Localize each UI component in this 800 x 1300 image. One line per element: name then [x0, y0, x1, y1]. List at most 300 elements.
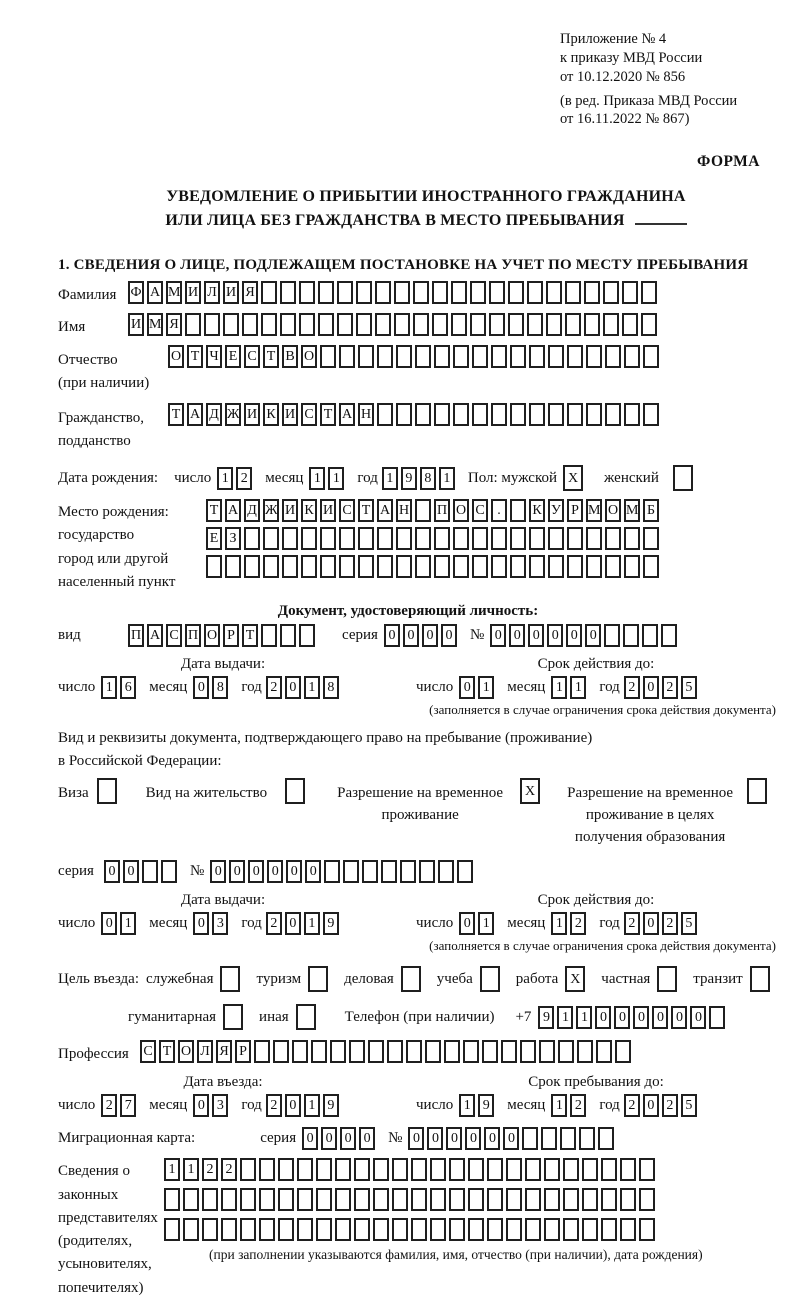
form-cell[interactable]: М — [147, 313, 163, 336]
form-cell[interactable]: 0 — [302, 1127, 318, 1150]
form-cell[interactable] — [624, 345, 640, 368]
form-cell[interactable] — [400, 860, 416, 883]
form-cell[interactable] — [449, 1158, 465, 1181]
form-cell[interactable] — [297, 1188, 313, 1211]
form-cell[interactable] — [280, 313, 296, 336]
form-cell[interactable]: У — [548, 499, 564, 522]
form-cell[interactable] — [615, 1040, 631, 1063]
form-cell[interactable]: Р — [223, 624, 239, 647]
form-cell[interactable] — [373, 1188, 389, 1211]
form-cell[interactable]: М — [166, 281, 182, 304]
form-cell[interactable]: 1 — [101, 676, 117, 699]
form-cell[interactable]: 0 — [459, 676, 475, 699]
form-cell[interactable] — [401, 966, 421, 992]
form-cell[interactable] — [489, 281, 505, 304]
form-cell[interactable] — [142, 860, 158, 883]
form-cell[interactable]: П — [185, 624, 201, 647]
form-cell[interactable] — [354, 1188, 370, 1211]
form-cell[interactable]: О — [453, 499, 469, 522]
form-cell[interactable] — [546, 281, 562, 304]
form-cell[interactable] — [354, 1218, 370, 1241]
form-cell[interactable]: К — [263, 403, 279, 426]
form-cell[interactable]: 0 — [547, 624, 563, 647]
form-cell[interactable]: И — [128, 313, 144, 336]
form-cell[interactable]: 1 — [478, 676, 494, 699]
form-cell[interactable] — [396, 345, 412, 368]
form-cell[interactable] — [411, 1158, 427, 1181]
form-cell[interactable]: 0 — [359, 1127, 375, 1150]
form-cell[interactable] — [324, 860, 340, 883]
form-cell[interactable] — [563, 1188, 579, 1211]
form-cell[interactable] — [520, 1040, 536, 1063]
form-cell[interactable] — [750, 966, 770, 992]
form-cell[interactable] — [565, 313, 581, 336]
form-cell[interactable]: Б — [643, 499, 659, 522]
form-cell[interactable] — [415, 555, 431, 578]
form-cell[interactable] — [261, 313, 277, 336]
form-cell[interactable]: 0 — [408, 1127, 424, 1150]
form-cell[interactable] — [394, 281, 410, 304]
form-cell[interactable] — [639, 1218, 655, 1241]
form-cell[interactable] — [240, 1188, 256, 1211]
form-cell[interactable]: 3 — [212, 1094, 228, 1117]
form-cell[interactable]: 0 — [465, 1127, 481, 1150]
form-cell[interactable] — [487, 1158, 503, 1181]
form-cell[interactable] — [415, 527, 431, 550]
form-cell[interactable]: 5 — [681, 1094, 697, 1117]
form-cell[interactable] — [639, 1188, 655, 1211]
form-cell[interactable]: 1 — [120, 912, 136, 935]
form-cell[interactable] — [339, 527, 355, 550]
form-cell[interactable] — [470, 281, 486, 304]
form-cell[interactable] — [624, 527, 640, 550]
form-cell[interactable]: З — [225, 527, 241, 550]
form-cell[interactable] — [373, 1218, 389, 1241]
form-cell[interactable]: 1 — [328, 467, 344, 490]
form-cell[interactable]: 2 — [570, 1094, 586, 1117]
form-cell[interactable]: X — [563, 465, 583, 491]
form-cell[interactable] — [639, 1158, 655, 1181]
form-cell[interactable] — [605, 403, 621, 426]
form-cell[interactable]: 2 — [202, 1158, 218, 1181]
form-cell[interactable] — [335, 1158, 351, 1181]
form-cell[interactable] — [358, 555, 374, 578]
form-cell[interactable]: X — [520, 778, 540, 804]
form-cell[interactable]: 1 — [309, 467, 325, 490]
form-cell[interactable]: 9 — [478, 1094, 494, 1117]
form-cell[interactable] — [299, 624, 315, 647]
form-cell[interactable] — [642, 624, 658, 647]
form-cell[interactable] — [468, 1218, 484, 1241]
form-cell[interactable] — [356, 313, 372, 336]
form-cell[interactable] — [565, 281, 581, 304]
form-cell[interactable] — [164, 1218, 180, 1241]
form-cell[interactable] — [392, 1158, 408, 1181]
form-cell[interactable]: Л — [204, 281, 220, 304]
form-cell[interactable] — [368, 1040, 384, 1063]
form-cell[interactable]: Т — [263, 345, 279, 368]
form-cell[interactable] — [259, 1188, 275, 1211]
form-cell[interactable] — [510, 527, 526, 550]
form-cell[interactable] — [411, 1218, 427, 1241]
form-cell[interactable] — [508, 281, 524, 304]
form-cell[interactable] — [297, 1218, 313, 1241]
form-cell[interactable] — [605, 555, 621, 578]
form-cell[interactable] — [567, 403, 583, 426]
form-cell[interactable] — [601, 1158, 617, 1181]
form-cell[interactable] — [434, 555, 450, 578]
form-cell[interactable]: Я — [242, 281, 258, 304]
form-cell[interactable] — [415, 345, 431, 368]
form-cell[interactable] — [472, 527, 488, 550]
form-cell[interactable] — [220, 966, 240, 992]
form-cell[interactable] — [605, 527, 621, 550]
form-cell[interactable] — [643, 403, 659, 426]
form-cell[interactable] — [622, 313, 638, 336]
form-cell[interactable] — [657, 966, 677, 992]
form-cell[interactable] — [548, 527, 564, 550]
form-cell[interactable] — [278, 1188, 294, 1211]
form-cell[interactable] — [487, 1188, 503, 1211]
form-cell[interactable] — [596, 1040, 612, 1063]
form-cell[interactable] — [358, 345, 374, 368]
form-cell[interactable]: А — [187, 403, 203, 426]
form-cell[interactable] — [223, 313, 239, 336]
form-cell[interactable] — [643, 555, 659, 578]
form-cell[interactable] — [601, 1218, 617, 1241]
form-cell[interactable] — [527, 313, 543, 336]
form-cell[interactable]: 1 — [576, 1006, 592, 1029]
form-cell[interactable]: 0 — [193, 912, 209, 935]
form-cell[interactable]: 0 — [123, 860, 139, 883]
form-cell[interactable]: Е — [225, 345, 241, 368]
form-cell[interactable] — [411, 1188, 427, 1211]
form-cell[interactable] — [463, 1040, 479, 1063]
form-cell[interactable] — [316, 1218, 332, 1241]
form-cell[interactable] — [337, 281, 353, 304]
form-cell[interactable]: 2 — [570, 912, 586, 935]
form-cell[interactable] — [641, 281, 657, 304]
form-cell[interactable]: 0 — [427, 1127, 443, 1150]
form-cell[interactable] — [244, 555, 260, 578]
form-cell[interactable] — [501, 1040, 517, 1063]
form-cell[interactable] — [221, 1218, 237, 1241]
form-cell[interactable] — [623, 624, 639, 647]
form-cell[interactable]: Т — [320, 403, 336, 426]
form-cell[interactable]: К — [301, 499, 317, 522]
form-cell[interactable]: 6 — [120, 676, 136, 699]
form-cell[interactable] — [510, 345, 526, 368]
form-cell[interactable]: О — [204, 624, 220, 647]
form-cell[interactable]: 1 — [217, 467, 233, 490]
form-cell[interactable]: 0 — [210, 860, 226, 883]
form-cell[interactable]: 1 — [382, 467, 398, 490]
form-cell[interactable] — [381, 860, 397, 883]
form-cell[interactable]: 0 — [503, 1127, 519, 1150]
form-cell[interactable] — [567, 555, 583, 578]
form-cell[interactable] — [522, 1127, 538, 1150]
form-cell[interactable] — [457, 860, 473, 883]
form-cell[interactable] — [377, 555, 393, 578]
form-cell[interactable]: 0 — [490, 624, 506, 647]
form-cell[interactable]: П — [434, 499, 450, 522]
form-cell[interactable] — [438, 860, 454, 883]
form-cell[interactable] — [240, 1158, 256, 1181]
form-cell[interactable]: 1 — [164, 1158, 180, 1181]
form-cell[interactable] — [354, 1158, 370, 1181]
form-cell[interactable]: И — [282, 403, 298, 426]
form-cell[interactable] — [337, 313, 353, 336]
form-cell[interactable] — [603, 313, 619, 336]
form-cell[interactable] — [320, 555, 336, 578]
form-cell[interactable]: Н — [396, 499, 412, 522]
form-cell[interactable]: 0 — [286, 860, 302, 883]
form-cell[interactable] — [202, 1188, 218, 1211]
form-cell[interactable]: Т — [242, 624, 258, 647]
form-cell[interactable] — [544, 1218, 560, 1241]
form-cell[interactable]: Р — [567, 499, 583, 522]
form-cell[interactable] — [299, 313, 315, 336]
form-cell[interactable]: Т — [187, 345, 203, 368]
form-cell[interactable] — [339, 345, 355, 368]
form-cell[interactable] — [624, 403, 640, 426]
form-cell[interactable]: 2 — [236, 467, 252, 490]
form-cell[interactable]: О — [605, 499, 621, 522]
form-cell[interactable] — [541, 1127, 557, 1150]
form-cell[interactable] — [419, 860, 435, 883]
form-cell[interactable] — [254, 1040, 270, 1063]
form-cell[interactable] — [242, 313, 258, 336]
form-cell[interactable]: Я — [216, 1040, 232, 1063]
form-cell[interactable]: 0 — [595, 1006, 611, 1029]
form-cell[interactable] — [586, 403, 602, 426]
form-cell[interactable] — [622, 281, 638, 304]
form-cell[interactable] — [453, 527, 469, 550]
form-cell[interactable] — [161, 860, 177, 883]
form-cell[interactable]: А — [147, 281, 163, 304]
form-cell[interactable] — [183, 1218, 199, 1241]
form-cell[interactable] — [259, 1218, 275, 1241]
form-cell[interactable] — [377, 403, 393, 426]
form-cell[interactable] — [598, 1127, 614, 1150]
form-cell[interactable] — [491, 555, 507, 578]
form-cell[interactable] — [318, 281, 334, 304]
form-cell[interactable]: 0 — [614, 1006, 630, 1029]
form-cell[interactable]: X — [565, 966, 585, 992]
form-cell[interactable] — [430, 1158, 446, 1181]
form-cell[interactable]: 2 — [266, 1094, 282, 1117]
form-cell[interactable] — [491, 403, 507, 426]
form-cell[interactable]: Т — [358, 499, 374, 522]
form-cell[interactable] — [335, 1218, 351, 1241]
form-cell[interactable] — [747, 778, 767, 804]
form-cell[interactable] — [396, 403, 412, 426]
form-cell[interactable]: С — [140, 1040, 156, 1063]
form-cell[interactable] — [548, 403, 564, 426]
form-cell[interactable] — [624, 555, 640, 578]
form-cell[interactable]: А — [377, 499, 393, 522]
form-cell[interactable] — [506, 1218, 522, 1241]
form-cell[interactable] — [206, 555, 222, 578]
form-cell[interactable] — [316, 1158, 332, 1181]
form-cell[interactable] — [453, 403, 469, 426]
form-cell[interactable]: 0 — [285, 1094, 301, 1117]
form-cell[interactable]: 0 — [285, 676, 301, 699]
form-cell[interactable]: Ж — [225, 403, 241, 426]
form-cell[interactable] — [221, 1188, 237, 1211]
form-cell[interactable]: 3 — [212, 912, 228, 935]
form-cell[interactable] — [432, 313, 448, 336]
form-cell[interactable] — [343, 860, 359, 883]
form-cell[interactable]: 0 — [384, 624, 400, 647]
form-cell[interactable]: 0 — [285, 912, 301, 935]
form-cell[interactable]: 0 — [484, 1127, 500, 1150]
form-cell[interactable] — [261, 624, 277, 647]
form-cell[interactable] — [489, 313, 505, 336]
form-cell[interactable] — [240, 1218, 256, 1241]
form-cell[interactable]: А — [339, 403, 355, 426]
form-cell[interactable]: 0 — [643, 676, 659, 699]
form-cell[interactable]: К — [529, 499, 545, 522]
form-cell[interactable]: 1 — [551, 676, 567, 699]
form-cell[interactable] — [394, 313, 410, 336]
form-cell[interactable] — [529, 527, 545, 550]
form-cell[interactable] — [225, 555, 241, 578]
form-cell[interactable] — [491, 527, 507, 550]
form-cell[interactable] — [278, 1158, 294, 1181]
form-cell[interactable] — [525, 1218, 541, 1241]
form-cell[interactable]: 0 — [267, 860, 283, 883]
form-cell[interactable]: 2 — [221, 1158, 237, 1181]
form-cell[interactable]: 0 — [422, 624, 438, 647]
form-cell[interactable]: 0 — [101, 912, 117, 935]
form-cell[interactable] — [301, 527, 317, 550]
form-cell[interactable] — [620, 1158, 636, 1181]
form-cell[interactable] — [468, 1158, 484, 1181]
form-cell[interactable]: С — [244, 345, 260, 368]
form-cell[interactable]: 0 — [340, 1127, 356, 1150]
form-cell[interactable]: Ф — [128, 281, 144, 304]
form-cell[interactable]: 0 — [652, 1006, 668, 1029]
form-cell[interactable]: Ж — [263, 499, 279, 522]
form-cell[interactable] — [449, 1218, 465, 1241]
form-cell[interactable] — [377, 527, 393, 550]
form-cell[interactable]: 1 — [459, 1094, 475, 1117]
form-cell[interactable]: 0 — [321, 1127, 337, 1150]
form-cell[interactable]: 1 — [551, 912, 567, 935]
form-cell[interactable]: Л — [197, 1040, 213, 1063]
form-cell[interactable]: 2 — [101, 1094, 117, 1117]
form-cell[interactable] — [432, 281, 448, 304]
form-cell[interactable] — [392, 1218, 408, 1241]
form-cell[interactable] — [318, 313, 334, 336]
form-cell[interactable]: 0 — [585, 624, 601, 647]
form-cell[interactable] — [280, 624, 296, 647]
form-cell[interactable] — [673, 465, 693, 491]
form-cell[interactable]: 0 — [633, 1006, 649, 1029]
form-cell[interactable] — [539, 1040, 555, 1063]
form-cell[interactable] — [244, 527, 260, 550]
form-cell[interactable] — [292, 1040, 308, 1063]
form-cell[interactable] — [601, 1188, 617, 1211]
form-cell[interactable] — [563, 1158, 579, 1181]
form-cell[interactable]: 8 — [323, 676, 339, 699]
form-cell[interactable] — [586, 555, 602, 578]
form-cell[interactable]: 1 — [304, 912, 320, 935]
form-cell[interactable] — [430, 1188, 446, 1211]
form-cell[interactable]: И — [185, 281, 201, 304]
form-cell[interactable] — [375, 281, 391, 304]
form-cell[interactable] — [506, 1188, 522, 1211]
form-cell[interactable] — [316, 1188, 332, 1211]
form-cell[interactable]: 1 — [557, 1006, 573, 1029]
form-cell[interactable]: Д — [206, 403, 222, 426]
form-cell[interactable] — [579, 1127, 595, 1150]
form-cell[interactable] — [563, 1218, 579, 1241]
form-cell[interactable]: 8 — [212, 676, 228, 699]
form-cell[interactable] — [468, 1188, 484, 1211]
form-cell[interactable] — [387, 1040, 403, 1063]
form-cell[interactable]: Н — [358, 403, 374, 426]
form-cell[interactable] — [185, 313, 201, 336]
form-cell[interactable]: 2 — [624, 912, 640, 935]
form-cell[interactable] — [259, 1158, 275, 1181]
form-cell[interactable] — [430, 1218, 446, 1241]
form-cell[interactable]: П — [128, 624, 144, 647]
form-cell[interactable] — [546, 313, 562, 336]
form-cell[interactable] — [470, 313, 486, 336]
form-cell[interactable]: М — [586, 499, 602, 522]
form-cell[interactable] — [204, 313, 220, 336]
form-cell[interactable] — [620, 1188, 636, 1211]
form-cell[interactable]: 1 — [439, 467, 455, 490]
form-cell[interactable]: 2 — [624, 676, 640, 699]
form-cell[interactable] — [548, 555, 564, 578]
form-cell[interactable] — [453, 345, 469, 368]
form-cell[interactable]: 9 — [323, 912, 339, 935]
form-cell[interactable] — [529, 403, 545, 426]
form-cell[interactable] — [451, 281, 467, 304]
form-cell[interactable] — [510, 403, 526, 426]
form-cell[interactable] — [527, 281, 543, 304]
form-cell[interactable]: 0 — [671, 1006, 687, 1029]
form-cell[interactable] — [643, 345, 659, 368]
form-cell[interactable]: 0 — [305, 860, 321, 883]
form-cell[interactable] — [582, 1158, 598, 1181]
form-cell[interactable]: 9 — [538, 1006, 554, 1029]
form-cell[interactable] — [349, 1040, 365, 1063]
form-cell[interactable] — [320, 527, 336, 550]
form-cell[interactable] — [299, 281, 315, 304]
form-cell[interactable] — [449, 1188, 465, 1211]
form-cell[interactable] — [282, 555, 298, 578]
form-cell[interactable] — [406, 1040, 422, 1063]
form-cell[interactable] — [296, 1004, 316, 1030]
form-cell[interactable] — [472, 555, 488, 578]
form-cell[interactable] — [510, 499, 526, 522]
form-cell[interactable] — [202, 1218, 218, 1241]
form-cell[interactable] — [491, 345, 507, 368]
form-cell[interactable]: 0 — [248, 860, 264, 883]
form-cell[interactable]: И — [320, 499, 336, 522]
form-cell[interactable]: Д — [244, 499, 260, 522]
form-cell[interactable] — [529, 345, 545, 368]
form-cell[interactable] — [396, 527, 412, 550]
form-cell[interactable] — [282, 527, 298, 550]
form-cell[interactable] — [278, 1218, 294, 1241]
form-cell[interactable] — [529, 555, 545, 578]
form-cell[interactable] — [643, 527, 659, 550]
